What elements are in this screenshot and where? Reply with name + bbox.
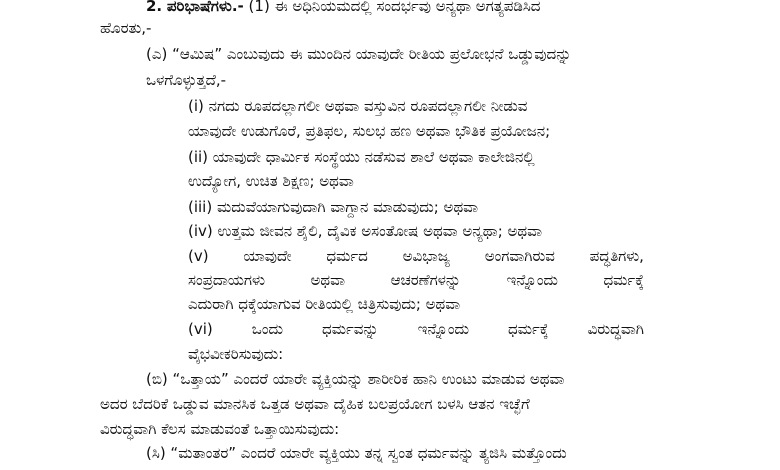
item-i-line-2: ಯಾವುದೇ ಉಡುಗೊರೆ, ಪ್ರತಿಫಲ, ಸುಲಭ ಹಣ ಅಥವಾ ಭೌತಿಕ ಪ್ರಯೋಜನ; bbox=[188, 122, 551, 140]
clause-b-line-3: ವಿರುದ್ಧವಾಗಿ ಕೆಲಸ ಮಾಡುವಂತೆ ಒತ್ತಾಯಿಸುವುದು: bbox=[100, 420, 340, 438]
item-vi-word: ಒಂದು bbox=[251, 320, 283, 338]
item-i-line-1: (i) ನಗದು ರೂಪದಲ್ಲಾಗಲೀ ಅಥವಾ ವಸ್ತುವಿನ ರೂಪದಲ್ಲಾಗಲೀ ನೀಡುವ bbox=[188, 97, 528, 115]
item-v-word: ಪದ್ಧತಿಗಳು, bbox=[589, 247, 644, 265]
item-v-word: ಅಂಗವಾಗಿರುವ bbox=[484, 247, 555, 265]
item-iii: (iii) ಮದುವೆಯಾಗುವುದಾಗಿ ವಾಗ್ದಾನ ಮಾಡುವುದು; ಅಥವಾ bbox=[188, 198, 479, 216]
section-intro-continued: ಹೊರತು,- bbox=[100, 19, 152, 37]
item-vi-line-2: ವೈಭವೀಕರಿಸುವುದು: bbox=[188, 345, 284, 363]
section-number: 2. bbox=[146, 0, 163, 15]
item-vi-word: ವಿರುದ್ಧವಾಗಿ bbox=[587, 320, 644, 338]
item-v-word: ಇನ್ನೊಂದು bbox=[506, 271, 558, 289]
section-heading-line bbox=[146, 0, 541, 17]
item-v-word: ಅವಿಭಾಜ್ಯ bbox=[402, 247, 450, 265]
section-heading: ಪರಿಭಾಷೆಗಳು.- bbox=[166, 0, 244, 15]
item-vi-word: ಧರ್ಮಕ್ಕೆ bbox=[508, 320, 549, 338]
item-v-word: ಯಾವುದೇ bbox=[243, 247, 292, 265]
clause-a-line-1: (ಎ) “ಆಮಿಷ” ಎಂಬುವುದು ಈ ಮುಂದಿನ ಯಾವುದೇ ರೀತಿಯ ಪ್ರಲೋಭನೆ ಒಡ್ಡುವುದನ್ನು bbox=[146, 45, 572, 63]
item-v-word: ಧರ್ಮದ bbox=[326, 247, 368, 265]
clause-b-line-1: (ಬಿ) “ಒತ್ತಾಯ” ಎಂದರೆ ಯಾರೇ ವ್ಯಕ್ತಿಯನ್ನು ಶಾರೀರಿಕ ಹಾನಿ ಉಂಟು ಮಾಡುವ ಅಥವಾ bbox=[146, 370, 565, 388]
item-vi-word: (vi) bbox=[188, 320, 213, 338]
item-vi-word: ಧರ್ಮವನ್ನು bbox=[322, 320, 379, 338]
item-vi-word: ಇನ್ನೊಂದು bbox=[417, 320, 469, 338]
item-vi-line-1 bbox=[188, 318, 644, 340]
item-v-line-1 bbox=[188, 245, 644, 267]
item-ii-line-2: ಉದ್ಯೋಗ, ಉಚಿತ ಶಿಕ್ಷಣ; ಅಥವಾ bbox=[188, 172, 354, 190]
section-intro: (1) ಈ ಅಧಿನಿಯಮದಲ್ಲಿ ಸಂದರ್ಭವು ಅನ್ಯಥಾ ಅಗತ್ಯಪಡಿಸಿದ bbox=[248, 0, 541, 15]
clause-c-line-1: (ಸಿ) “ಮತಾಂತರ” ಎಂದರೆ ಯಾರೇ ವ್ಯಕ್ತಿಯು ತನ್ನ ಸ್ವಂತ ಧರ್ಮವನ್ನು ತ್ಯಜಿಸಿ ಮತ್ತೊಂದು bbox=[146, 444, 567, 462]
clause-a-line-2: ಒಳಗೊಳ್ಳುತ್ತದೆ,- bbox=[146, 71, 227, 89]
item-v-word: ಸಂಪ್ರದಾಯಗಳು bbox=[188, 271, 265, 289]
item-v-line-3: ಎದುರಾಗಿ ಧಕ್ಕೆಯಾಗುವ ರೀತಿಯಲ್ಲಿ ಚಿತ್ರಿಸುವುದು; ಅಥವಾ bbox=[188, 295, 461, 313]
item-iv: (iv) ಉತ್ತಮ ಜೀವನ ಶೈಲಿ, ದೈವಿಕ ಅಸಂತೋಷ ಅಥವಾ ಅನ್ಯಥಾ; ಅಥವಾ bbox=[188, 222, 543, 240]
item-v-word: ಅಥವಾ bbox=[310, 271, 346, 289]
item-v-word: ಆಚರಣೆಗಳನ್ನು bbox=[390, 271, 461, 289]
item-ii-line-1: (ii) ಯಾವುದೇ ಧಾರ್ಮಿಕ ಸಂಸ್ಥೆಯು ನಡೆಸುವ ಶಾಲೆ ಅಥವಾ ಕಾಲೇಜಿನಲ್ಲಿ bbox=[188, 148, 535, 166]
item-v-word: (v) bbox=[188, 247, 209, 265]
clause-b-line-2: ಅದರ ಬೆದರಿಕೆ ಒಡ್ಡುವ ಮಾನಸಿಕ ಒತ್ತಡ ಅಥವಾ ದೈಹಿಕ ಬಲಪ್ರಯೋಗ ಬಳಸಿ ಆತನ ಇಚ್ಛೆಗೆ bbox=[100, 395, 530, 413]
item-v-line-2 bbox=[188, 269, 644, 291]
item-v-word: ಧರ್ಮಕ್ಕೆ bbox=[603, 271, 644, 289]
